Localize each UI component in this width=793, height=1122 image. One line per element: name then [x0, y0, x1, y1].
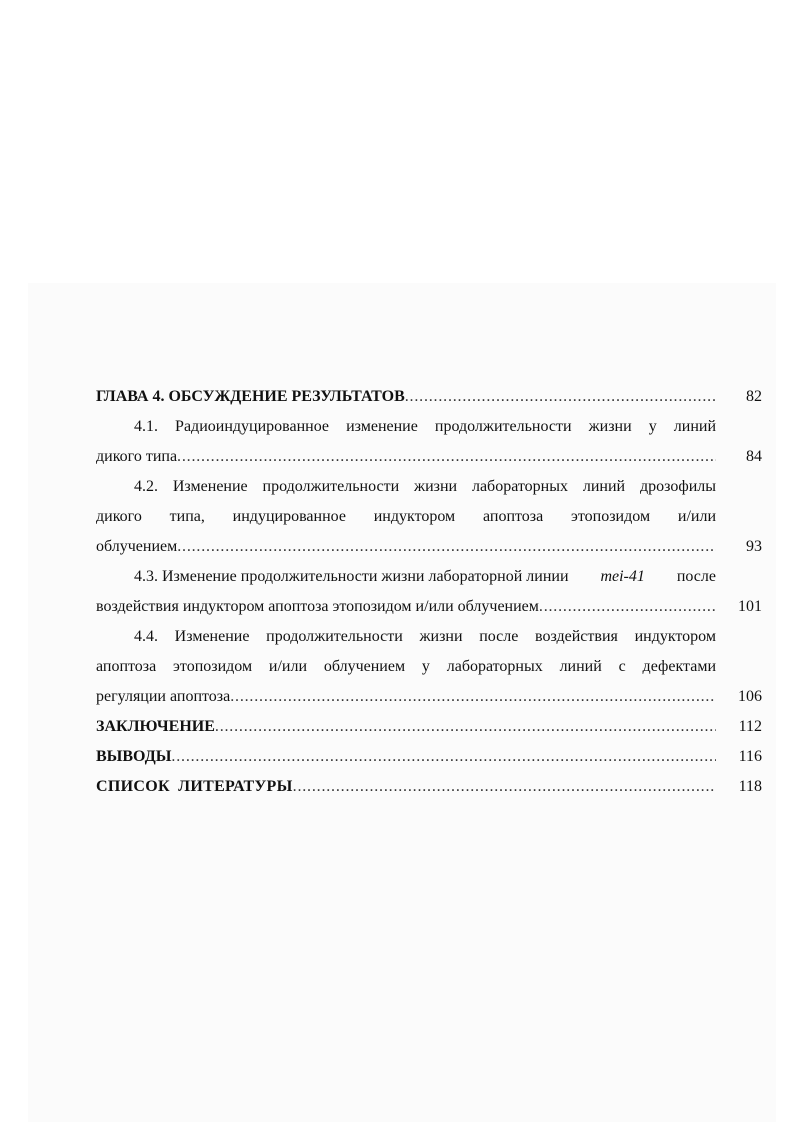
toc-entry-chapter-4[interactable] [96, 382, 716, 412]
dot-leader [177, 442, 716, 472]
toc-entry-section-4-2[interactable] [96, 532, 716, 562]
toc-section-4-2-line-1[interactable]: 4.2. Изменение продолжительности жизни лабораторных линий дрозофилы [134, 478, 716, 495]
toc-section-4-3-page: 101 [738, 598, 762, 615]
toc-section-4-2-line-2[interactable]: дикого типа, индуцированное индуктором апоптоза этопозидом и/или [96, 508, 716, 525]
toc-section-4-2-line-3: облучением [96, 538, 178, 555]
toc-entry-section-4-3[interactable] [96, 592, 716, 622]
dot-leader [293, 772, 716, 802]
dot-leader [177, 532, 716, 562]
toc-references-page: 118 [738, 778, 762, 795]
toc-conclusion-title: ЗАКЛЮЧЕНИЕ [96, 718, 215, 735]
toc-section-4-3-line-2: воздействия индуктором апоптоза этопозидом и/или облучением [96, 598, 539, 615]
toc-section-4-1-line-2: дикого типа [96, 448, 178, 465]
dot-leader [230, 682, 716, 712]
toc-section-4-3-gene-name: mei-41 [600, 568, 645, 585]
toc-entry-section-4-1[interactable] [96, 442, 716, 472]
toc-section-4-4-page: 106 [738, 688, 762, 705]
dot-leader [215, 712, 716, 742]
toc-references-title: СПИСОК ЛИТЕРАТУРЫ [96, 778, 293, 795]
dot-leader [171, 742, 716, 772]
toc-entry-references[interactable] [96, 772, 716, 802]
dot-leader [539, 592, 716, 622]
toc-conclusion-page: 112 [738, 718, 762, 735]
toc-entry-findings[interactable] [96, 742, 716, 772]
toc-section-4-1-page: 84 [746, 448, 762, 465]
toc-findings-page: 116 [738, 748, 762, 765]
toc-section-4-4-line-3: регуляции апоптоза [96, 688, 231, 705]
toc-section-4-3-line-1-post: после [676, 568, 716, 585]
toc-chapter-4-page: 82 [746, 388, 762, 405]
toc-section-4-3-line-1-pre: 4.3. Изменение продолжительности жизни лабораторной линии [134, 568, 569, 585]
toc-findings-title: ВЫВОДЫ [96, 748, 172, 765]
toc-section-4-4-line-2[interactable]: апоптоза этопозидом и/или облучением у лабораторных линий с дефектами [96, 658, 716, 675]
toc-section-4-2-page: 93 [746, 538, 762, 555]
toc-entry-conclusion[interactable] [96, 712, 716, 742]
toc-entry-section-4-4[interactable] [96, 682, 716, 712]
toc-section-4-4-line-1[interactable]: 4.4. Изменение продолжительности жизни после воздействия индуктором [134, 628, 716, 645]
dot-leader [405, 382, 716, 412]
toc-section-4-1-line-1[interactable]: 4.1. Радиоиндуцированное изменение продолжительности жизни у линий [134, 418, 716, 435]
toc-chapter-4-title: ГЛАВА 4. ОБСУЖДЕНИЕ РЕЗУЛЬТАТОВ [96, 388, 405, 405]
toc-section-4-3-line-1[interactable] [134, 562, 716, 592]
